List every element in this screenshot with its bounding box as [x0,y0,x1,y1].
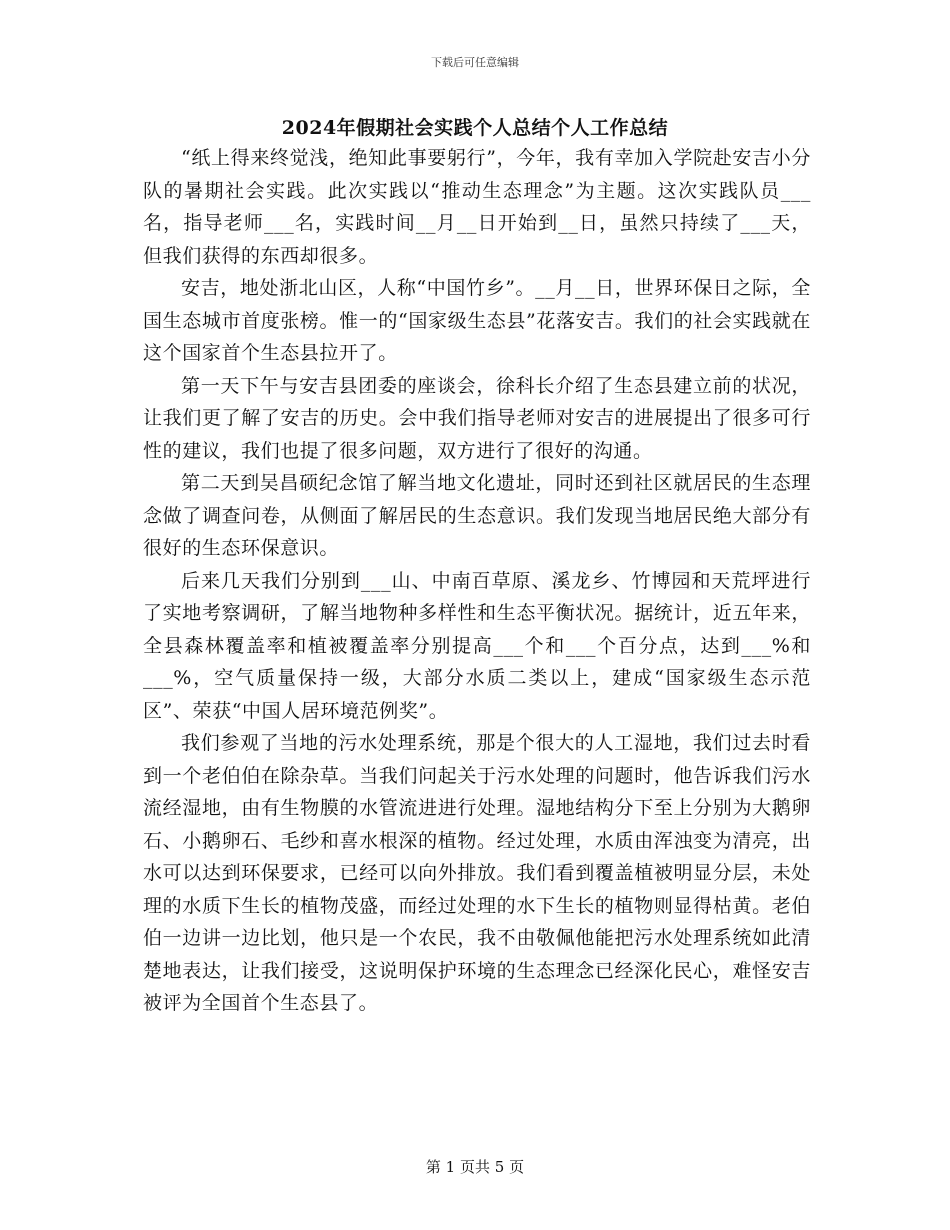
paragraph-6: 我们参观了当地的污水处理系统，那是个很大的人工湿地，我们过去时看到一个老伯伯在除杂草。当我们问起关于污水处理的问题时，他告诉我们污水流经湿地，由有生物膜的水管流进进行处理。湿地结构分下至上分别为大鹅卵石、小鹅卵石、毛纱和喜水根深的植物。经过处理，水质由浑浊变为清亮，出水可以达到环保要求，已经可以向外排放。我们看到覆盖植被明显分层，未处理的水质下生长的植物茂盛，而经过处理的水下生长的植物则显得枯黄。老伯伯一边讲一边比划，他只是一个农民，我不由敬佩他能把污水处理系统如此清楚地表达，让我们接受，这说明保护环境的生态理念已经深化民心，难怪安吉被评为全国首个生态县了。 [143,732,811,1014]
paragraph-5: 后来几天我们分别到___山、中南百草原、溪龙乡、竹博园和天荒坪进行了实地考察调研，了解当地物种多样性和生态平衡状况。据统计，近五年来，全县森林覆盖率和植被覆盖率分别提高___个和___个百分点，达到___%和___%，空气质量保持一级，大部分水质二类以上，建成“国家级生态示范区”、荣获“中国人居环境范例奖”。 [143,569,811,722]
document-body [143,142,811,1020]
page-number: 第 1 页共 5 页 [425,1158,525,1176]
paragraph-1: “纸上得来终觉浅，绝知此事要躬行”，今年，我有幸加入学院赴安吉小分队的暑期社会实践。此次实践以“推动生态理念”为主题。这次实践队员___名，指导老师___名，实践时间__月__日开始到__日，虽然只持续了___天，但我们获得的东西却很多。 [143,147,811,267]
paragraph-4: 第二天到吴昌硕纪念馆了解当地文化遗址，同时还到社区就居民的生态理念做了调查问卷，从侧面了解居民的生态意识。我们发现当地居民绝大部分有很好的生态环保意识。 [143,472,811,559]
paragraph-3: 第一天下午与安吉县团委的座谈会，徐科长介绍了生态县建立前的状况，让我们更了解了安吉的历史。会中我们指导老师对安吉的进展提出了很多可行性的建议，我们也提了很多问题，双方进行了很好的沟通。 [143,374,811,462]
document-title: 2024年假期社会实践个人总结个人工作总结 [281,117,669,139]
header-note: 下载后可任意编辑 [431,56,519,69]
paragraph-2: 安吉，地处浙北山区，人称“中国竹乡”。__月__日，世界环保日之际，全国生态城市首度张榜。惟一的“国家级生态县”花落安吉。我们的社会实践就在这个国家首个生态县拉开了。 [143,277,811,364]
